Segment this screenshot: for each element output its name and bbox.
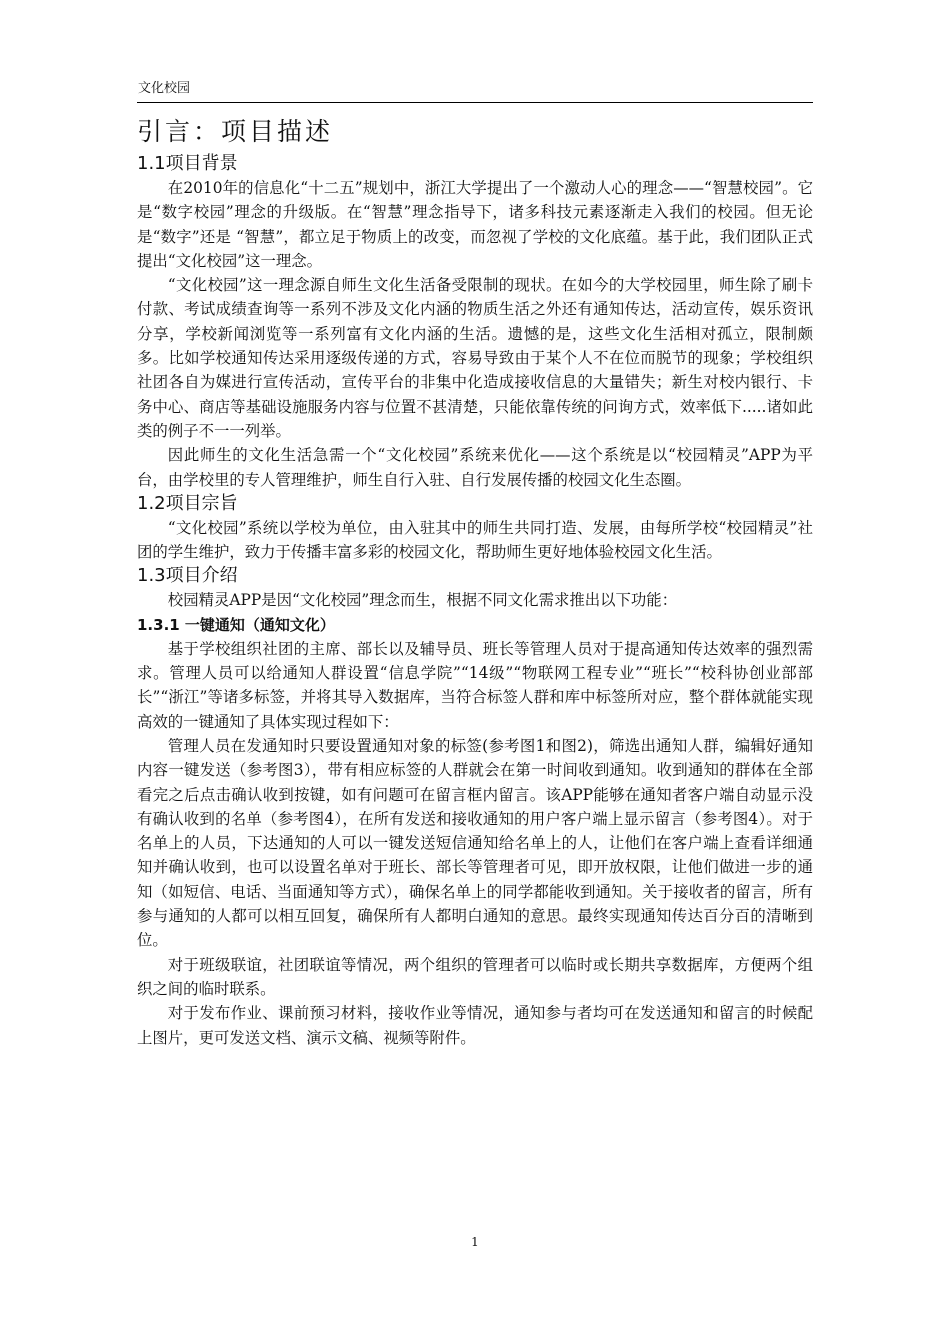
paragraph: 对于班级联谊，社团联谊等情况，两个组织的管理者可以临时或长期共享数据库，方便两个组织之间的临时联系。 <box>137 955 813 998</box>
document-title: 引言：项目描述 <box>137 117 334 146</box>
document-body <box>137 112 813 1050</box>
section-heading-1-3: 1.3项目介绍 <box>137 565 238 587</box>
section-heading-1-2: 1.2项目宗旨 <box>137 492 238 514</box>
subsection-heading-1-3-1: 1.3.1 一键通知（通知文化） <box>137 615 335 634</box>
paragraph: 在2010年的信息化“十二五”规划中，浙江大学提出了一个激动人心的理念——“智慧校园”。它是“数字校园”理念的升级版。在“智慧”理念指导下，诸多科技元素逐渐走入我们的校园。但无论是“数字”还是 “智慧”，都立足于物质上的改变，而忽视了学校的文化底蕴。基于此，我们团队正式提出“文化校园”这一理念。 <box>137 179 813 270</box>
paragraph: “文化校园”这一理念源自师生文化生活备受限制的现状。在如今的大学校园里，师生除了刷卡付款、考试成绩查询等一系列不涉及文化内涵的物质生活之外还有通知传达，活动宣传，娱乐资讯分享，学校新闻浏览等一系列富有文化内涵的生活。遗憾的是，这些文化生活相对孤立，限制颇多。比如学校通知传达采用逐级传递的方式，容易导致由于某个人不在位而脱节的现象；学校组织社团各自为媒进行宣传活动，宣传平台的非集中化造成接收信息的大量错失；新生对校内银行、卡务中心、商店等基础设施服务内容与位置不甚清楚，只能依靠传统的问询方式，效率低下.....诸如此类的例子不一一列举。 <box>137 276 813 440</box>
paragraph: 对于发布作业、课前预习材料，接收作业等情况，通知参与者均可在发送通知和留言的时候配上图片，更可发送文档、演示文稿、视频等附件。 <box>137 1004 813 1047</box>
page-number: 1 <box>471 1235 479 1249</box>
paragraph: 管理人员在发通知时只要设置通知对象的标签(参考图1和图2)，筛选出通知人群，编辑好通知内容一键发送（参考图3），带有相应标签的人群就会在第一时间收到通知。收到通知的群体在全部看完之后点击确认收到按键，如有问题可在留言框内留言。该APP能够在通知者客户端自动显示没有确认收到的名单（参考图4），在所有发送和接收通知的用户客户端上显示留言（参考图4）。对于名单上的人员，下达通知的人可以一键发送短信通知给名单上的人，让他们在客户端上查看详细通知并确认收到，也可以设置名单对于班长、部长等管理者可见，即开放权限，让他们做进一步的通知（如短信、电话、当面通知等方式），确保名单上的同学都能收到通知。关于接收者的留言，所有参与通知的人都可以相互回复，确保所有人都明白通知的意思。最终实现通知传达百分百的清晰到位。 <box>137 736 813 950</box>
paragraph: 校园精灵APP是因“文化校园”理念而生，根据不同文化需求推出以下功能： <box>167 591 678 610</box>
header-text: 文化校园 <box>138 81 191 96</box>
page-header <box>137 80 813 103</box>
paragraph: 基于学校组织社团的主席、部长以及辅导员、班长等管理人员对于提高通知传达效率的强烈需求。管理人员可以给通知人群设置“信息学院”“14级”“物联网工程专业”“班长”“校科协创业部部长”“浙江”等诸多标签，并将其导入数据库，当符合标签人群和库中标签所对应，整个群体就能实现高效的一键通知了具体实现过程如下： <box>137 639 813 731</box>
section-heading-1-1: 1.1项目背景 <box>137 153 238 174</box>
paragraph: 因此师生的文化生活急需一个“文化校园”系统来优化——这个系统是以“校园精灵”APP为平台，由学校里的专人管理维护，师生自行入驻、自行发展传播的校园文化生态圈。 <box>137 446 813 489</box>
paragraph: “文化校园”系统以学校为单位，由入驻其中的师生共同打造、发展，由每所学校“校园精灵”社团的学生维护，致力于传播丰富多彩的校园文化，帮助师生更好地体验校园文化生活。 <box>137 518 813 562</box>
